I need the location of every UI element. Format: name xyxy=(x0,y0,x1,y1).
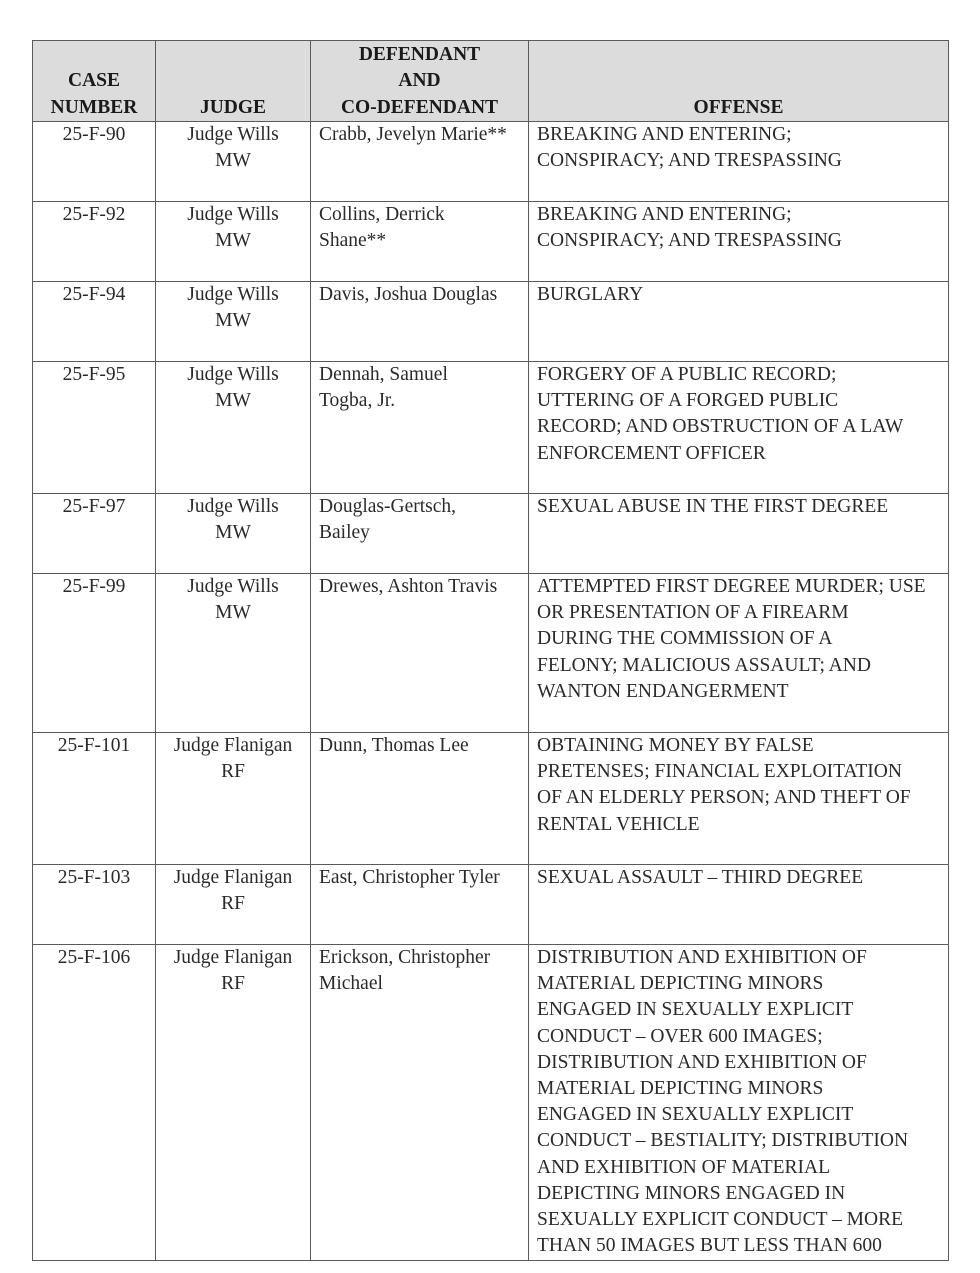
case-number: 25-F-106 xyxy=(57,947,131,968)
header-text: CO-DEFENDANT xyxy=(340,96,499,118)
defendant-cell xyxy=(311,362,529,494)
judge-cell xyxy=(156,574,311,733)
offense-text: RENTAL VEHICLE xyxy=(537,813,700,835)
case-number: 25-F-95 xyxy=(62,364,126,385)
case-number-cell xyxy=(33,282,156,362)
case-number: 25-F-101 xyxy=(57,735,131,756)
judge-initials: RF xyxy=(221,893,245,915)
offense-cell xyxy=(529,282,949,362)
case-number: 25-F-103 xyxy=(57,867,131,888)
case-number-cell xyxy=(33,945,156,1261)
judge-name: Judge Wills xyxy=(187,496,279,517)
judge-name: Judge Flanigan xyxy=(173,867,293,888)
judge-name: Judge Wills xyxy=(187,204,279,225)
judge-name: Judge Wills xyxy=(187,284,279,305)
header-text: DEFENDANT xyxy=(358,43,481,65)
offense-text: BREAKING AND ENTERING; xyxy=(537,204,792,225)
table-row xyxy=(33,494,949,574)
judge-cell xyxy=(156,494,311,574)
offense-text: FORGERY OF A PUBLIC RECORD; xyxy=(537,364,837,385)
offense-text: WANTON ENDANGERMENT xyxy=(537,680,789,702)
header-text: CASE xyxy=(67,70,121,91)
header-offense xyxy=(529,41,949,122)
defendant-name: Dunn, Thomas Lee xyxy=(319,735,469,756)
table-row xyxy=(33,733,949,865)
defendant-name: Erickson, Christopher xyxy=(319,947,491,968)
judge-cell xyxy=(156,865,311,945)
offense-text: OBTAINING MONEY BY FALSE xyxy=(537,735,814,756)
offense-cell xyxy=(529,362,949,494)
offense-cell xyxy=(529,733,949,865)
table-row xyxy=(33,574,949,733)
case-table xyxy=(32,40,949,1261)
offense-text: DEPICTING MINORS ENGAGED IN xyxy=(537,1182,846,1204)
defendant-cell xyxy=(311,282,529,362)
case-number-cell xyxy=(33,362,156,494)
judge-cell xyxy=(156,122,311,202)
judge-name: Judge Wills xyxy=(187,364,279,385)
offense-text: DISTRIBUTION AND EXHIBITION OF xyxy=(537,947,867,968)
judge-initials: MW xyxy=(215,522,251,544)
table-header xyxy=(33,41,949,122)
offense-text: ENGAGED IN SEXUALLY EXPLICIT xyxy=(537,1104,854,1126)
table-row xyxy=(33,362,949,494)
case-number-cell xyxy=(33,574,156,733)
offense-text: MATERIAL DEPICTING MINORS xyxy=(537,1078,824,1100)
judge-cell xyxy=(156,733,311,865)
judge-initials: MW xyxy=(215,230,251,252)
defendant-cell xyxy=(311,574,529,733)
defendant-name: Bailey xyxy=(319,522,370,544)
defendant-cell xyxy=(311,733,529,865)
case-number-cell xyxy=(33,733,156,865)
defendant-name: Togba, Jr. xyxy=(319,390,396,412)
offense-text: RECORD; AND OBSTRUCTION OF A LAW xyxy=(537,416,904,438)
case-number-cell xyxy=(33,202,156,282)
header-judge xyxy=(156,41,311,122)
offense-cell xyxy=(529,122,949,202)
judge-cell xyxy=(156,362,311,494)
offense-text: PRETENSES; FINANCIAL EXPLOITATION xyxy=(537,761,902,783)
offense-cell xyxy=(529,865,949,945)
offense-text: AND EXHIBITION OF MATERIAL xyxy=(537,1156,831,1178)
table-row xyxy=(33,202,949,282)
offense-text: ENGAGED IN SEXUALLY EXPLICIT xyxy=(537,999,854,1021)
table-row xyxy=(33,865,949,945)
offense-text: BURGLARY xyxy=(537,284,644,305)
defendant-name: Dennah, Samuel xyxy=(319,364,448,385)
judge-initials: MW xyxy=(215,150,251,172)
case-number-cell xyxy=(33,122,156,202)
offense-cell xyxy=(529,494,949,574)
offense-text: OF AN ELDERLY PERSON; AND THEFT OF xyxy=(537,787,911,809)
judge-initials: RF xyxy=(221,761,245,783)
defendant-name: Crabb, Jevelyn Marie** xyxy=(319,124,507,145)
header-defendant xyxy=(311,41,529,122)
header-case-number xyxy=(33,41,156,122)
defendant-name: East, Christopher Tyler xyxy=(319,867,500,888)
offense-cell xyxy=(529,574,949,733)
defendant-cell xyxy=(311,122,529,202)
judge-initials: MW xyxy=(215,602,251,624)
offense-text: DISTRIBUTION AND EXHIBITION OF xyxy=(537,1051,867,1073)
offense-text: MATERIAL DEPICTING MINORS xyxy=(537,973,824,995)
judge-cell xyxy=(156,202,311,282)
header-text: OFFENSE xyxy=(693,96,784,118)
case-number: 25-F-94 xyxy=(62,284,126,305)
judge-initials: MW xyxy=(215,390,251,412)
judge-initials: RF xyxy=(221,973,245,995)
judge-cell xyxy=(156,282,311,362)
offense-text: OR PRESENTATION OF A FIREARM xyxy=(537,602,849,624)
table-row xyxy=(33,122,949,202)
case-number: 25-F-99 xyxy=(62,576,126,597)
table-row xyxy=(33,282,949,362)
case-number: 25-F-92 xyxy=(62,204,126,225)
header-row xyxy=(33,41,949,122)
judge-name: Judge Wills xyxy=(187,576,279,597)
offense-text: FELONY; MALICIOUS ASSAULT; AND xyxy=(537,654,871,676)
offense-cell xyxy=(529,202,949,282)
offense-text: UTTERING OF A FORGED PUBLIC xyxy=(537,390,839,412)
offense-text: CONSPIRACY; AND TRESPASSING xyxy=(537,230,842,252)
judge-cell xyxy=(156,945,311,1261)
offense-cell xyxy=(529,945,949,1261)
offense-text: ATTEMPTED FIRST DEGREE MURDER; USE xyxy=(537,576,926,597)
offense-text: ENFORCEMENT OFFICER xyxy=(537,442,766,464)
defendant-name: Davis, Joshua Douglas xyxy=(319,284,498,305)
judge-initials: MW xyxy=(215,310,251,332)
defendant-cell xyxy=(311,202,529,282)
offense-text: DURING THE COMMISSION OF A xyxy=(537,628,833,650)
judge-name: Judge Wills xyxy=(187,124,279,145)
judge-name: Judge Flanigan xyxy=(173,947,293,968)
table-row xyxy=(33,945,949,1261)
defendant-cell xyxy=(311,865,529,945)
offense-text: SEXUAL ABUSE IN THE FIRST DEGREE xyxy=(537,496,889,517)
defendant-name: Shane** xyxy=(319,230,387,252)
offense-text: SEXUALLY EXPLICIT CONDUCT – MORE xyxy=(537,1209,904,1231)
header-text: NUMBER xyxy=(50,96,138,118)
case-number-cell xyxy=(33,494,156,574)
judge-name: Judge Flanigan xyxy=(173,735,293,756)
table-body xyxy=(33,122,949,1261)
offense-text: CONDUCT – OVER 600 IMAGES; xyxy=(537,1025,823,1047)
case-number: 25-F-90 xyxy=(62,124,126,145)
offense-text: BREAKING AND ENTERING; xyxy=(537,124,792,145)
case-number-cell xyxy=(33,865,156,945)
offense-text: THAN 50 IMAGES BUT LESS THAN 600 xyxy=(537,1235,882,1257)
defendant-cell xyxy=(311,494,529,574)
header-text: AND xyxy=(398,70,441,91)
defendant-cell xyxy=(311,945,529,1261)
offense-text: CONDUCT – BESTIALITY; DISTRIBUTION xyxy=(537,1130,909,1152)
defendant-name: Douglas-Gertsch, xyxy=(319,496,457,517)
offense-text: SEXUAL ASSAULT – THIRD DEGREE xyxy=(537,867,864,888)
defendant-name: Michael xyxy=(319,973,383,995)
case-number: 25-F-97 xyxy=(62,496,126,517)
defendant-name: Collins, Derrick xyxy=(319,204,445,225)
defendant-name: Drewes, Ashton Travis xyxy=(319,576,498,597)
offense-text: CONSPIRACY; AND TRESPASSING xyxy=(537,150,842,172)
header-text: JUDGE xyxy=(199,96,267,118)
